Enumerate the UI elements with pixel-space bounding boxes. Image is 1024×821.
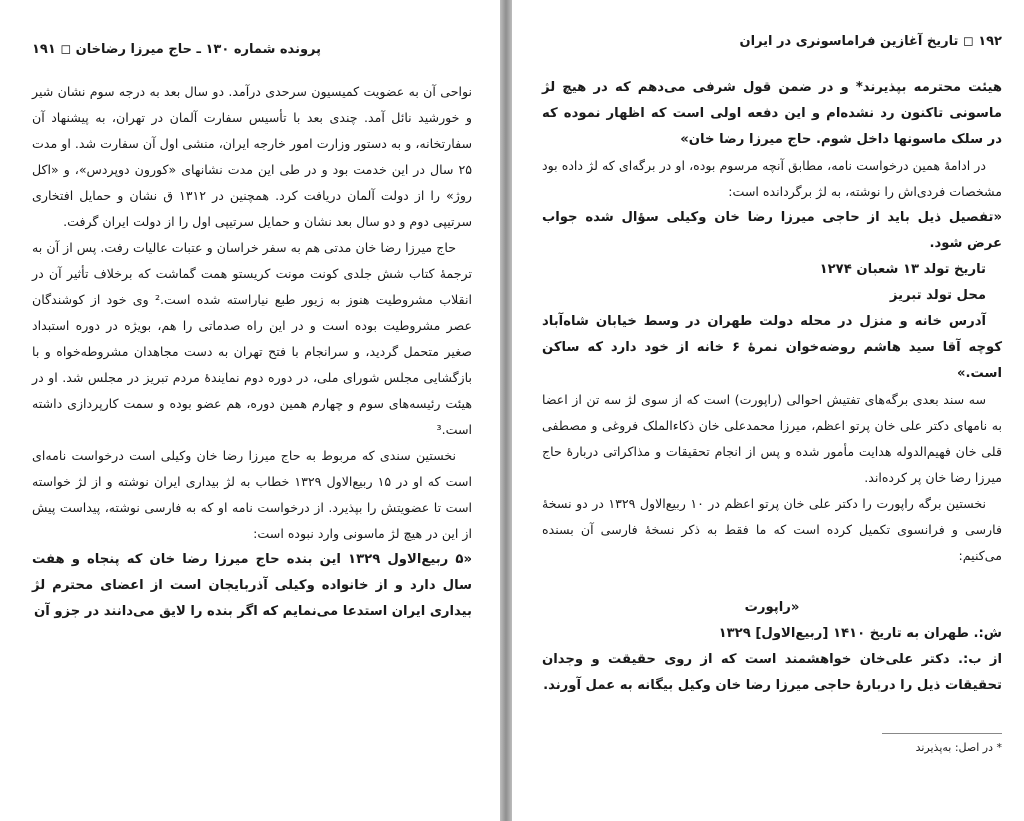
- spacer: [542, 569, 1002, 595]
- footnote-rule: [882, 733, 1002, 734]
- right-address: آدرس خانه و منزل در محله دولت طهران در وسط خیابان شاه‌آباد کوچه آقا سید هاشم روضه‌خوان نمرهٔ ۶ خانه از خود دارد که ساکن است.»: [542, 314, 1002, 381]
- report-line-1: ش:. طهران به تاریخ ۱۴۱۰ [ربیع‌الاول] ۱۳۲۹: [718, 626, 1002, 641]
- right-quote-continued: هیئت محترمه بپذیرند* و در ضمن قول شرفی می‌دهم که در هیچ لژ ماسونی تاکنون رد نشده‌ام و این دفعه اولی است که اظهار نموده که در سلک ماسونها داخل شوم. حاج میرزا رضا خان»: [542, 80, 1002, 147]
- right-paragraph-first-report: نخستین برگه راپورت را دکتر علی خان پرتو اعظم در ۱۰ ربیع‌الاول ۱۳۲۹ در دو نسخهٔ فارسی و فرانسوی تکمیل کرده است که ما فقط به ذکر نسخهٔ فارسی آن بسنده می‌کنیم:: [542, 496, 1002, 563]
- left-paragraph-3: نخستین سندی که مربوط به حاج میرزا رضا خان وکیلی است درخواست نامه‌ای است که او در ۱۵ ربیع‌الاول ۱۳۲۹ خطاب به لژ بیداری ایران نوشته و از لژ خواسته است تا عضویتش را بپذیرد. از درخواست نامه او که به فارسی نوشته، پیداست پیش از این در هیچ لژ ماسونی وارد نبوده است:: [32, 448, 472, 541]
- left-quote: «۵ ربیع‌الاول ۱۳۲۹ این بنده حاج میرزا رضا خان که پنجاه و هفت سال دارد و از خانواده وکیلی آذربایجان است از اعضای محترم لژ بیداری ایران استدعا می‌نمایم که اگر بنده را لایق می‌دانند در جزو آن: [32, 552, 472, 619]
- right-page: [512, 0, 1024, 821]
- right-paragraph-reports: سه سند بعدی برگه‌های تفتیش احوالی (راپورت) است که از سوی لژ سه تن از اعضا به نامهای دکتر علی خان پرتو اعظم، میرزا محمدعلی خان ذکاءالملک فروغی و مصطفی قلی خان فهیم‌الدوله هدایت مأمور شده و پس از انجام تحقیقات و مذاکراتی دربارهٔ حاج میرزا رضا خان پر کرده‌اند.: [542, 392, 1002, 485]
- right-birth-date: تاریخ تولد ۱۳ شعبان ۱۲۷۴: [819, 262, 986, 277]
- book-gutter: [500, 0, 512, 821]
- footnote: * در اصل: به‌پذیرند: [915, 741, 1002, 754]
- right-birth-place: محل تولد تبریز: [889, 288, 986, 303]
- left-paragraph-2: حاج میرزا رضا خان مدتی هم به سفر خراسان و عتبات عالیات رفت. پس از آن به ترجمهٔ کتاب شش جلدی کونت مونت کریستو همت گماشت که برخلاف تأثیر آن در انقلاب مشروطیت هنوز به زیور طبع نیاراسته شده است.² وی خود از کوشندگان عصر مشروطیت بوده است و در این راه صدماتی را هم، بویژه در دوره استبداد صغیر متحمل گردید، و سرانجام با فتح تهران به دست مجاهدان مشروطه‌خواه و با بازگشایی مجلس شورای ملی، در دوره دوم نمایندهٔ مردم تبریز در مجلس شد. او در هیئت رئیسه‌های سوم و چهارم همین دوره، هم عضو بوده و سمت کارپردازی داشته است.³: [32, 240, 473, 437]
- right-form-quote: «تفصیل ذیل باید از حاجی میرزا رضا خان وکیلی سؤال شده جواب عرض شود.: [542, 210, 1002, 251]
- left-paragraph-1: نواحی آن به عضویت کمیسیون سرحدی درآمد. دو سال بعد به درجه سوم نشان شیر و خورشید نائل آمد. چندی بعد با تأسیس سفارت آلمان در تهران، به پیشنهاد آن سفارتخانه، و به دستور وزارت امور خارجه ایران، منشی اول آن سفارت شد. او مدت ۲۵ سال در این خدمت بود و در طی این مدت نشانهای «کورون دوپردس»، و «اکل روژ» را از دولت آلمان دریافت کرد. همچنین در ۱۳۱۲ ق نشان و حمایل افتخاری سرتیپی دوم و دو سال بعد نشان و حمایل سرتیپی اول را از دولت ایران گرفت.: [32, 84, 472, 229]
- report-title: «راپورت: [744, 600, 800, 615]
- left-running-header: پرونده شماره ۱۳۰ ـ حاج میرزا رضاخان ◻ ۱۹۱: [32, 42, 322, 57]
- left-page: [0, 0, 500, 821]
- right-intro: در ادامهٔ همین درخواست نامه، مطابق آنچه مرسوم بوده، او در برگه‌ای که لژ داده بود مشخصات فردی‌اش را نوشته، به لژ برگردانده است:: [542, 158, 1002, 199]
- report-line-2: از ب:. دکتر علی‌خان خواهشمند است که از روی حقیقت و وجدان تحقیقات ذیل را دربارهٔ حاجی میرزا رضا خان وکیل بیگانه به عمل آورند.: [542, 652, 1002, 693]
- right-running-header: ۱۹۲ ◻ تاریخ آغازین فراماسونری در ایران: [739, 34, 1002, 49]
